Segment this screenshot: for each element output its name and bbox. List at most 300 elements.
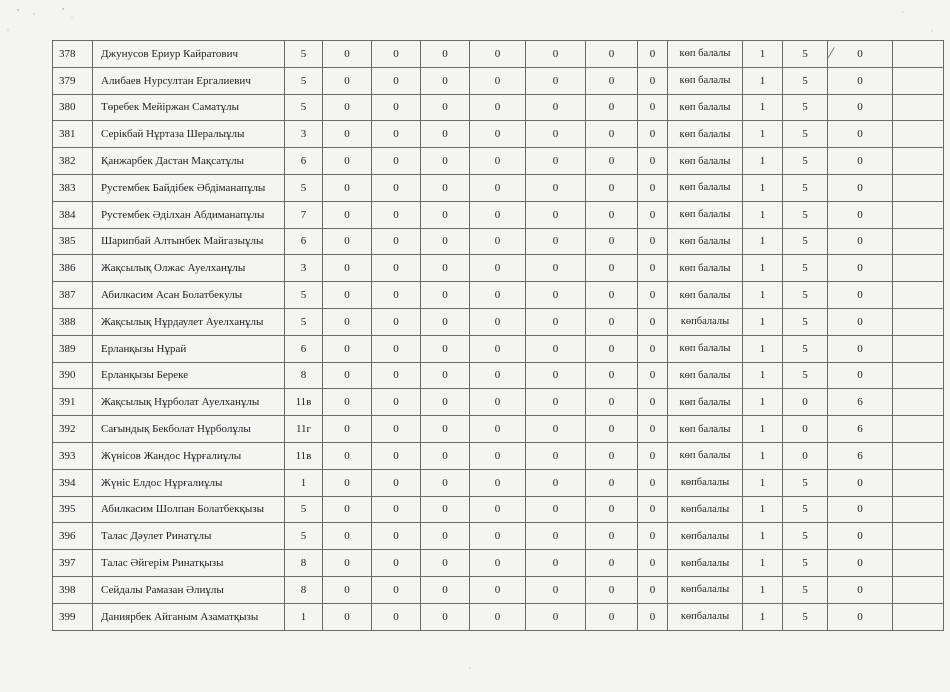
grade-cell: 3 [285, 255, 323, 282]
count-cell: 1 [743, 201, 783, 228]
value-cell: 0 [526, 442, 586, 469]
row-number-cell: 378 [53, 41, 93, 68]
value-cell: 5 [783, 121, 828, 148]
row-number-cell: 397 [53, 550, 93, 577]
table-row [53, 389, 944, 416]
table-row [53, 174, 944, 201]
value-cell: 5 [783, 67, 828, 94]
row-number-cell: 392 [53, 416, 93, 443]
value-cell: 0 [638, 389, 668, 416]
name-cell: Талас Дәулет Ринатұлы [93, 523, 285, 550]
value-cell: 0 [638, 523, 668, 550]
value-cell: 0 [638, 576, 668, 603]
family-status-cell: көп балалы [668, 362, 743, 389]
value-cell: 0 [828, 174, 893, 201]
name-cell: Сағындық Бекболат Нұрболұлы [93, 416, 285, 443]
value-cell: 0 [323, 496, 372, 523]
value-cell: 0 [526, 94, 586, 121]
value-cell: 0 [586, 469, 638, 496]
count-cell: 1 [743, 603, 783, 630]
value-cell: 0 [638, 416, 668, 443]
value-cell: 0 [372, 255, 421, 282]
value-cell: 0 [586, 416, 638, 443]
value-cell: 0 [372, 282, 421, 309]
value-cell: 0 [421, 174, 470, 201]
name-cell: Шарипбай Алтынбек Майгазыұлы [93, 228, 285, 255]
value-cell: 0 [421, 282, 470, 309]
value-cell: 0 [526, 174, 586, 201]
row-number-cell: 399 [53, 603, 93, 630]
value-cell: 0 [470, 174, 526, 201]
count-cell: 1 [743, 121, 783, 148]
value-cell: 0 [421, 523, 470, 550]
value-cell: 0 [323, 201, 372, 228]
name-cell: Төребек Мейіржан Саматұлы [93, 94, 285, 121]
value-cell: 5 [783, 550, 828, 577]
family-status-cell: көпбалалы [668, 550, 743, 577]
value-cell: 0 [421, 308, 470, 335]
row-number-cell: 383 [53, 174, 93, 201]
value-cell: 0 [470, 121, 526, 148]
value-cell: 0 [421, 255, 470, 282]
family-status-cell: көп балалы [668, 148, 743, 175]
family-status-cell: көп балалы [668, 442, 743, 469]
grade-cell: 1 [285, 469, 323, 496]
value-cell: 5 [783, 255, 828, 282]
value-cell: 0 [470, 416, 526, 443]
value-cell: 0 [526, 603, 586, 630]
value-cell: 5 [783, 308, 828, 335]
value-cell: 0 [470, 228, 526, 255]
grade-cell: 5 [285, 523, 323, 550]
row-number-cell: 380 [53, 94, 93, 121]
table-row [53, 550, 944, 577]
value-cell: 0 [586, 523, 638, 550]
value-cell: 0 [470, 282, 526, 309]
value-cell: 5 [783, 496, 828, 523]
value-cell: 6 [828, 442, 893, 469]
table-row [53, 576, 944, 603]
value-cell: 0 [526, 41, 586, 68]
value-cell: 0 [470, 94, 526, 121]
value-cell: 0 [372, 228, 421, 255]
value-cell: 5 [783, 603, 828, 630]
empty-cell [893, 67, 944, 94]
value-cell: 0 [828, 335, 893, 362]
value-cell: 0 [828, 469, 893, 496]
value-cell: 0 [586, 201, 638, 228]
value-cell: 0 [372, 201, 421, 228]
grade-cell: 6 [285, 148, 323, 175]
table-row [53, 282, 944, 309]
value-cell: 0 [470, 576, 526, 603]
value-cell: 0 [586, 550, 638, 577]
value-cell: 0 [526, 576, 586, 603]
value-cell: 0 [421, 362, 470, 389]
value-cell: 0 [828, 94, 893, 121]
row-number-cell: 386 [53, 255, 93, 282]
count-cell: 1 [743, 523, 783, 550]
grade-cell: 5 [285, 41, 323, 68]
empty-cell [893, 550, 944, 577]
value-cell: 0 [526, 550, 586, 577]
grade-cell: 5 [285, 94, 323, 121]
grade-cell: 8 [285, 550, 323, 577]
value-cell: 0 [586, 94, 638, 121]
value-cell: 0 [323, 550, 372, 577]
name-cell: Жақсылық Нұрдаулет Ауелханұлы [93, 308, 285, 335]
value-cell: 0 [421, 94, 470, 121]
value-cell: 0 [638, 255, 668, 282]
count-cell: 1 [743, 282, 783, 309]
empty-cell [893, 442, 944, 469]
pen-tick-mark: ⁄ [830, 46, 833, 62]
row-number-cell: 390 [53, 362, 93, 389]
name-cell: Абилкасим Асан Болатбекулы [93, 282, 285, 309]
value-cell: 0 [470, 201, 526, 228]
value-cell: 0 [372, 389, 421, 416]
empty-cell [893, 121, 944, 148]
value-cell: 0 [421, 67, 470, 94]
value-cell: 0 [526, 523, 586, 550]
empty-cell [893, 255, 944, 282]
grade-cell: 5 [285, 496, 323, 523]
value-cell: 0 [372, 148, 421, 175]
value-cell: 5 [783, 41, 828, 68]
empty-cell [893, 201, 944, 228]
count-cell: 1 [743, 174, 783, 201]
value-cell: 0 [783, 416, 828, 443]
value-cell: 0 [526, 282, 586, 309]
grade-cell: 3 [285, 121, 323, 148]
family-status-cell: көп балалы [668, 121, 743, 148]
value-cell: 0 [828, 603, 893, 630]
empty-cell [893, 362, 944, 389]
empty-cell [893, 282, 944, 309]
name-cell: Ерланқызы Нұрай [93, 335, 285, 362]
value-cell: 0 [323, 416, 372, 443]
value-cell: 0 [638, 148, 668, 175]
row-number-cell: 387 [53, 282, 93, 309]
table-row [53, 121, 944, 148]
table-row [53, 442, 944, 469]
count-cell: 1 [743, 67, 783, 94]
value-cell: 0 [526, 67, 586, 94]
value-cell: 0 [470, 523, 526, 550]
row-number-cell: 394 [53, 469, 93, 496]
value-cell: 0 [421, 416, 470, 443]
empty-cell [893, 41, 944, 68]
value-cell: 0 [638, 94, 668, 121]
value-cell: 0 [586, 121, 638, 148]
family-status-cell: көп балалы [668, 201, 743, 228]
table-row [53, 308, 944, 335]
table-row [53, 67, 944, 94]
value-cell: 0 [421, 576, 470, 603]
empty-cell [893, 469, 944, 496]
value-cell: 0 [323, 255, 372, 282]
value-cell: 0 [421, 201, 470, 228]
value-cell: 0 [586, 148, 638, 175]
value-cell: 0 [323, 282, 372, 309]
value-cell: 0 [526, 469, 586, 496]
grade-cell: 7 [285, 201, 323, 228]
value-cell: 0 [638, 41, 668, 68]
value-cell: 5 [783, 94, 828, 121]
value-cell: 0 [526, 362, 586, 389]
value-cell: 0 [638, 121, 668, 148]
value-cell: 0 [421, 121, 470, 148]
count-cell: 1 [743, 496, 783, 523]
row-number-cell: 385 [53, 228, 93, 255]
name-cell: Жүніс Елдос Нұрғалиұлы [93, 469, 285, 496]
value-cell: 0 [372, 469, 421, 496]
value-cell: 0 [783, 442, 828, 469]
value-cell: 0 [421, 442, 470, 469]
value-cell: 0 [638, 550, 668, 577]
name-cell: Даниярбек Айганым Азаматқызы [93, 603, 285, 630]
value-cell: 0 [323, 148, 372, 175]
value-cell: 0 [323, 362, 372, 389]
empty-cell [893, 335, 944, 362]
value-cell: 0 [470, 603, 526, 630]
value-cell: 0 [421, 496, 470, 523]
value-cell: 0 [323, 174, 372, 201]
value-cell: 0 [828, 121, 893, 148]
value-cell: 0 [470, 308, 526, 335]
value-cell: 0 [372, 523, 421, 550]
value-cell: 5 [783, 282, 828, 309]
value-cell: 0 [372, 550, 421, 577]
table-row [53, 362, 944, 389]
value-cell: 0 [470, 442, 526, 469]
family-status-cell: көп балалы [668, 389, 743, 416]
value-cell: 0 [828, 308, 893, 335]
row-number-cell: 389 [53, 335, 93, 362]
count-cell: 1 [743, 362, 783, 389]
value-cell: 0 [828, 523, 893, 550]
empty-cell [893, 94, 944, 121]
value-cell: 0 [526, 148, 586, 175]
table-row [53, 255, 944, 282]
value-cell: 0 [526, 255, 586, 282]
row-number-cell: 396 [53, 523, 93, 550]
value-cell: 0 [638, 362, 668, 389]
name-cell: Жүнісов Жандос Нұрғалиұлы [93, 442, 285, 469]
table-row [53, 496, 944, 523]
value-cell: 0 [586, 228, 638, 255]
table-row [53, 523, 944, 550]
value-cell: 0 [372, 576, 421, 603]
value-cell: 0 [586, 282, 638, 309]
value-cell: 5 [783, 469, 828, 496]
value-cell: 0 [526, 308, 586, 335]
value-cell: 0 [828, 41, 893, 68]
value-cell: 0 [783, 389, 828, 416]
grade-cell: 5 [285, 308, 323, 335]
value-cell: 0 [828, 576, 893, 603]
family-status-cell: көп балалы [668, 255, 743, 282]
value-cell: 0 [421, 603, 470, 630]
value-cell: 0 [828, 67, 893, 94]
value-cell: 0 [323, 41, 372, 68]
grade-cell: 5 [285, 282, 323, 309]
value-cell: 0 [323, 308, 372, 335]
count-cell: 1 [743, 416, 783, 443]
value-cell: 0 [526, 389, 586, 416]
row-number-cell: 384 [53, 201, 93, 228]
value-cell: 0 [586, 576, 638, 603]
family-status-cell: көпбалалы [668, 523, 743, 550]
grade-cell: 8 [285, 362, 323, 389]
value-cell: 0 [372, 603, 421, 630]
count-cell: 1 [743, 389, 783, 416]
family-status-cell: көп балалы [668, 416, 743, 443]
value-cell: 6 [828, 389, 893, 416]
value-cell: 0 [372, 41, 421, 68]
value-cell: 5 [783, 228, 828, 255]
name-cell: Жақсылық Олжас Ауелханұлы [93, 255, 285, 282]
family-status-cell: көп балалы [668, 335, 743, 362]
empty-cell [893, 389, 944, 416]
row-number-cell: 388 [53, 308, 93, 335]
value-cell: 0 [638, 442, 668, 469]
empty-cell [893, 416, 944, 443]
value-cell: 5 [783, 148, 828, 175]
count-cell: 1 [743, 550, 783, 577]
value-cell: 0 [586, 41, 638, 68]
value-cell: 0 [372, 442, 421, 469]
family-status-cell: көп балалы [668, 41, 743, 68]
value-cell: 0 [828, 148, 893, 175]
value-cell: 5 [783, 335, 828, 362]
value-cell: 0 [638, 282, 668, 309]
value-cell: 0 [638, 335, 668, 362]
count-cell: 1 [743, 576, 783, 603]
value-cell: 0 [372, 362, 421, 389]
value-cell: 0 [586, 603, 638, 630]
family-status-cell: көпбалалы [668, 576, 743, 603]
table-row [53, 148, 944, 175]
value-cell: 0 [323, 442, 372, 469]
empty-cell [893, 523, 944, 550]
value-cell: 0 [323, 469, 372, 496]
value-cell: 0 [323, 94, 372, 121]
table-row [53, 603, 944, 630]
value-cell: 0 [526, 335, 586, 362]
value-cell: 0 [421, 550, 470, 577]
family-status-cell: көпбалалы [668, 308, 743, 335]
value-cell: 0 [421, 469, 470, 496]
data-table [52, 40, 944, 631]
grade-cell: 6 [285, 335, 323, 362]
empty-cell [893, 308, 944, 335]
value-cell: 5 [783, 362, 828, 389]
empty-cell [893, 174, 944, 201]
table-row [53, 469, 944, 496]
value-cell: 0 [526, 416, 586, 443]
name-cell: Рустембек Байдібек Әбдіманапұлы [93, 174, 285, 201]
grade-cell: 5 [285, 67, 323, 94]
value-cell: 0 [421, 148, 470, 175]
value-cell: 0 [526, 121, 586, 148]
count-cell: 1 [743, 442, 783, 469]
count-cell: 1 [743, 94, 783, 121]
value-cell: 0 [421, 335, 470, 362]
value-cell: 0 [372, 496, 421, 523]
family-status-cell: көп балалы [668, 282, 743, 309]
name-cell: Алибаев Нурсултан Ергалиевич [93, 67, 285, 94]
value-cell: 0 [421, 41, 470, 68]
count-cell: 1 [743, 469, 783, 496]
value-cell: 5 [783, 201, 828, 228]
grade-cell: 5 [285, 174, 323, 201]
value-cell: 0 [828, 496, 893, 523]
empty-cell [893, 148, 944, 175]
value-cell: 0 [421, 389, 470, 416]
value-cell: 0 [586, 255, 638, 282]
value-cell: 0 [323, 389, 372, 416]
table-row [53, 41, 944, 68]
value-cell: 0 [372, 174, 421, 201]
grade-cell: 11г [285, 416, 323, 443]
name-cell: Рустембек Әділхан Абдиманапұлы [93, 201, 285, 228]
empty-cell [893, 228, 944, 255]
count-cell: 1 [743, 308, 783, 335]
name-cell: Абилкасим Шолпан Болатбекқызы [93, 496, 285, 523]
table-row [53, 201, 944, 228]
value-cell: 0 [586, 335, 638, 362]
value-cell: 0 [586, 174, 638, 201]
empty-cell [893, 603, 944, 630]
empty-cell [893, 496, 944, 523]
value-cell: 0 [586, 67, 638, 94]
value-cell: 0 [526, 496, 586, 523]
count-cell: 1 [743, 41, 783, 68]
value-cell: 0 [372, 121, 421, 148]
value-cell: 0 [638, 308, 668, 335]
count-cell: 1 [743, 228, 783, 255]
table-row [53, 335, 944, 362]
row-number-cell: 379 [53, 67, 93, 94]
value-cell: 0 [828, 201, 893, 228]
count-cell: 1 [743, 255, 783, 282]
value-cell: 0 [586, 442, 638, 469]
value-cell: 0 [372, 94, 421, 121]
grade-cell: 6 [285, 228, 323, 255]
row-number-cell: 381 [53, 121, 93, 148]
value-cell: 0 [586, 496, 638, 523]
family-status-cell: көпбалалы [668, 469, 743, 496]
value-cell: 0 [323, 228, 372, 255]
row-number-cell: 393 [53, 442, 93, 469]
value-cell: 0 [470, 335, 526, 362]
family-status-cell: көп балалы [668, 228, 743, 255]
row-number-cell: 391 [53, 389, 93, 416]
family-status-cell: көп балалы [668, 94, 743, 121]
value-cell: 0 [323, 576, 372, 603]
name-cell: Талас Әйгерім Ринатқызы [93, 550, 285, 577]
name-cell: Ерланқызы Береке [93, 362, 285, 389]
value-cell: 0 [372, 416, 421, 443]
value-cell: 0 [470, 496, 526, 523]
value-cell: 0 [470, 469, 526, 496]
value-cell: 0 [323, 523, 372, 550]
value-cell: 0 [638, 201, 668, 228]
value-cell: 0 [323, 67, 372, 94]
name-cell: Серікбай Нұртаза Шералыұлы [93, 121, 285, 148]
family-status-cell: көп балалы [668, 174, 743, 201]
